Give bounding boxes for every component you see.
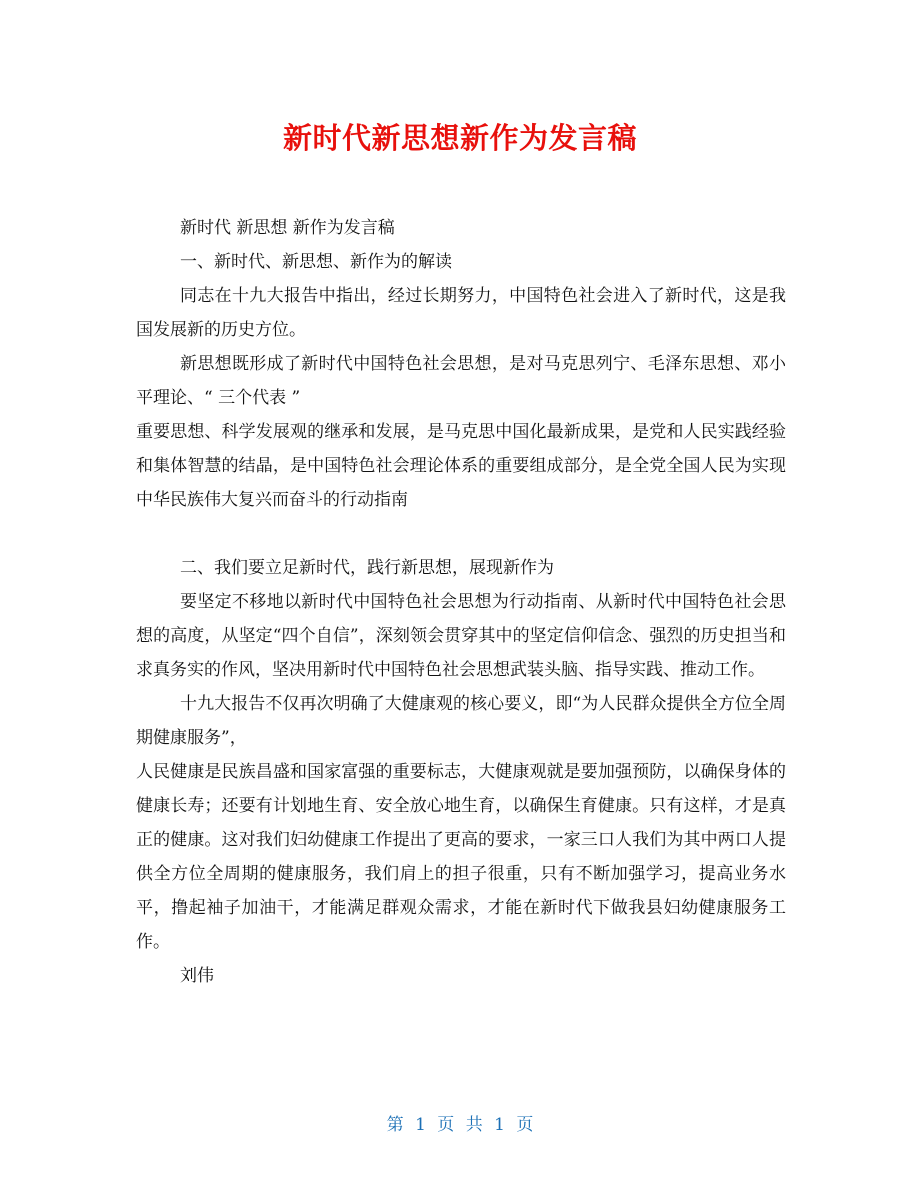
section-heading-2: 二、我们要立足新时代，践行新思想，展现新作为 [180,558,554,578]
paragraph: 要坚定不移地以新时代中国特色社会思想为行动指南、从新时代中国特色社会思想的高度，从坚定“四个自信”，深刻领会贯穿其中的坚定信仰信念、强烈的历史担当和求真务实的作风，坚决用新时代中国特色社会思想武装头脑、指导实践、推动工作。 [136,592,786,680]
section-heading-1: 一、新时代、新思想、新作为的解读 [180,252,452,272]
document-body [136,211,786,993]
paragraph-spacer [136,517,786,551]
paragraph-subtitle: 新时代 新思想 新作为发言稿 [180,218,395,238]
paragraph: 同志在十九大报告中指出，经过长期努力，中国特色社会进入了新时代，这是我国发展新的历史方位。 [136,286,786,340]
page-number-footer: 第 1 页 共 1 页 [386,1115,534,1135]
author-signature: 刘伟 [180,966,214,986]
paragraph: 人民健康是民族昌盛和国家富强的重要标志，大健康观就是要加强预防，以确保身体的健康长寿；还要有计划地生育、安全放心地生育，以确保生育健康。只有这样，才是真正的健康。这对我们妇幼健康工作提出了更高的要求，一家三口人我们为其中两口人提供全方位全周期的健康服务，我们肩上的担子很重，只有不断加强学习，提高业务水平，撸起袖子加油干，才能满足群观众需求，才能在新时代下做我县妇幼健康服务工作。 [136,762,786,952]
paragraph: 新思想既形成了新时代中国特色社会思想，是对马克思列宁、毛泽东思想、邓小平理论、“ 三个代表 ” [136,354,786,408]
document-title: 新时代新思想新作为发言稿 [282,121,637,155]
paragraph: 十九大报告不仅再次明确了大健康观的核心要义，即“为人民群众提供全方位全周期健康服务”， [136,694,786,748]
paragraph: 重要思想、科学发展观的继承和发展，是马克思中国化最新成果，是党和人民实践经验和集体智慧的结晶，是中国特色社会理论体系的重要组成部分，是全党全国人民为实现中华民族伟大复兴而奋斗的行动指南 [136,422,786,510]
